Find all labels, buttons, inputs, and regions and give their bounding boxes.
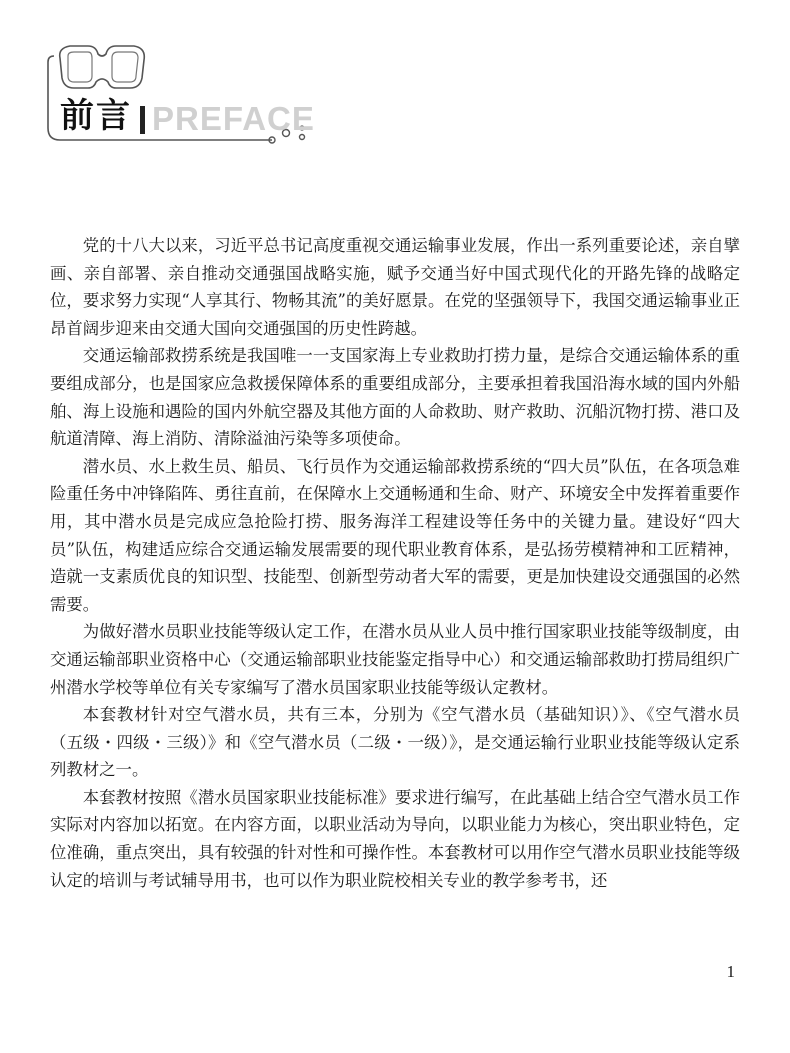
paragraph: 本套教材针对空气潜水员，共有三本，分别为《空气潜水员（基础知识）》、《空气潜水员（五级・四级・三级）》和《空气潜水员（二级・一级）》，是交通运输行业职业技能等级认定系列教材之一。 [50, 705, 740, 780]
paragraph: 本套教材按照《潜水员国家职业技能标准》要求进行编写，在此基础上结合空气潜水员工作实际对内容加以拓宽。在内容方面，以职业活动为导向，以职业能力为核心，突出职业特色，定位准确，重点突出，具有较强的针对性和可操作性。本套教材可以用作空气潜水员职业技能等级认定的培训与考试辅导用书，也可以作为职业院校相关专业的教学参考书，还 [50, 787, 740, 890]
body-text [50, 232, 740, 894]
paragraph: 潜水员、水上救生员、船员、飞行员作为交通运输部救捞系统的“四大员”队伍，在各项急难险重任务中冲锋陷阵、勇往直前，在保障水上交通畅通和生命、财产、环境安全中发挥着重要作用，其中潜水员是完成应急抢险打捞、服务海洋工程建设等任务中的关键力量。建设好“四大员”队伍，构建适应综合交通运输发展需要的现代职业教育体系，是弘扬劳模精神和工匠精神，造就一支素质优良的知识型、技能型、创新型劳动者大军的需要，更是加快建设交通强国的必然需要。 [50, 456, 740, 614]
page-subtitle: PREFACE [152, 100, 315, 137]
preface-header [40, 40, 330, 160]
page-title: 前言 [60, 96, 132, 136]
page-number: 1 [726, 962, 735, 981]
title-divider [140, 106, 145, 134]
paragraph: 党的十八大以来，习近平总书记高度重视交通运输事业发展，作出一系列重要论述，亲自擘画、亲自部署、亲自推动交通强国战略实施，赋予交通当好中国式现代化的开路先锋的战略定位，要求努力实现“人享其行、物畅其流”的美好愿景。在党的坚强领导下，我国交通运输事业正昂首阔步迎来由交通大国向交通强国的历史性跨越。 [50, 236, 740, 338]
paragraph: 为做好潜水员职业技能等级认定工作，在潜水员从业人员中推行国家职业技能等级制度，由交通运输部职业资格中心（交通运输部职业技能鉴定指导中心）和交通运输部救助打捞局组织广州潜水学校等单位有关专家编写了潜水员国家职业技能等级认定教材。 [50, 622, 740, 697]
paragraph: 交通运输部救捞系统是我国唯一一支国家海上专业救助打捞力量，是综合交通运输体系的重要组成部分，也是国家应急救援保障体系的重要组成部分，主要承担着我国沿海水域的国内外船舶、海上设施和遇险的国内外航空器及其他方面的人命救助、财产救助、沉船沉物打捞、港口及航道清障、海上消防、清除溢油污染等多项使命。 [50, 346, 740, 449]
